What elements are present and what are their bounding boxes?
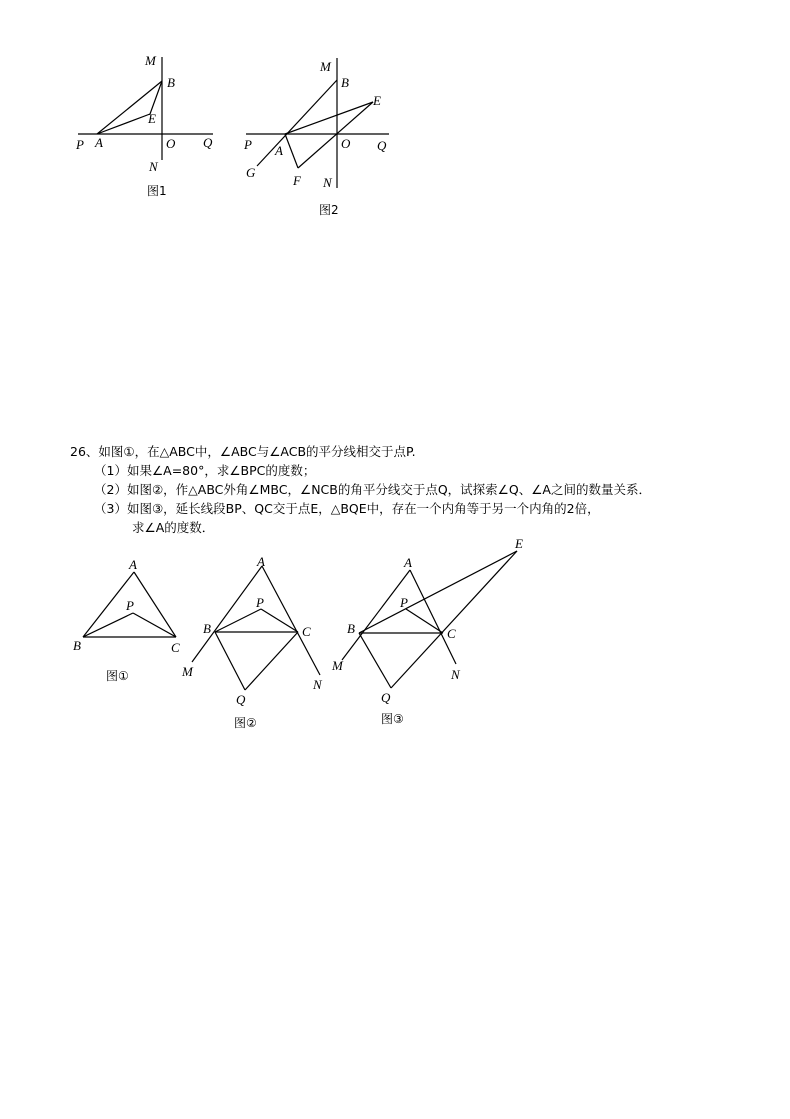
fig1-label-p: P — [76, 137, 84, 152]
figc-label-p: P — [400, 595, 408, 610]
fig2-label-e: E — [373, 93, 381, 108]
figa-label-a: A — [129, 557, 137, 572]
figb-line-an — [262, 566, 320, 675]
fig1-label-n: N — [149, 159, 158, 174]
figc-segment-be — [359, 551, 517, 633]
figb-label-q: Q — [236, 692, 246, 707]
figc-label-c: C — [447, 626, 456, 641]
figb-segment-bq — [215, 632, 245, 690]
figc-caption: 图③ — [381, 712, 404, 726]
figure-circled-1 — [73, 557, 180, 683]
fig2-segment-fe — [298, 102, 373, 168]
figc-label-e: E — [515, 536, 523, 551]
figb-segment-cq — [245, 632, 298, 690]
problem-question-1: （1）如果∠A=80°，求∠BPC的度数； — [94, 463, 316, 478]
fig1-label-b: B — [167, 75, 175, 90]
figure-2 — [243, 58, 389, 217]
figb-label-c: C — [302, 624, 311, 639]
fig2-label-n: N — [323, 175, 332, 190]
figc-label-q: Q — [381, 690, 391, 705]
fig1-label-o: O — [166, 136, 176, 151]
figa-label-b: B — [73, 638, 81, 653]
figb-segment-cp — [261, 609, 298, 632]
figa-caption: 图① — [106, 669, 129, 683]
problem-intro: 26、如图①，在△ABC中，∠ABC与∠ACB的平分线相交于点P. — [70, 444, 416, 459]
problem-question-3: （3）如图③，延长线段BP、QC交于点E，△BQE中，存在一个内角等于另一个内角的2倍， — [94, 501, 600, 516]
figure-1 — [75, 53, 213, 198]
fig2-label-a: A — [275, 143, 283, 158]
fig1-segment-ae — [97, 114, 150, 134]
fig1-caption: 图1 — [147, 184, 167, 198]
fig1-label-a: A — [95, 135, 103, 150]
figc-segment-pc — [406, 609, 443, 633]
fig2-label-g: G — [246, 165, 256, 180]
figa-label-c: C — [171, 640, 180, 655]
figa-label-p: P — [126, 598, 134, 613]
figb-label-b: B — [203, 621, 211, 636]
fig1-label-q: Q — [203, 135, 213, 150]
problem-question-2: （2）如图②，作△ABC外角∠MBC，∠NCB的角平分线交于点Q，试探索∠Q、∠A之间的数量关系． — [94, 482, 651, 497]
figure-circled-2 — [181, 554, 323, 730]
fig2-segment-af — [285, 134, 298, 168]
figa-side-ac — [134, 572, 176, 637]
figb-label-m: M — [182, 664, 193, 679]
figc-label-a: A — [404, 555, 412, 570]
figc-label-m: M — [332, 658, 343, 673]
fig2-label-p: P — [244, 137, 252, 152]
fig2-label-q: Q — [377, 138, 387, 153]
fig2-label-m: M — [320, 59, 331, 74]
figb-label-p: P — [256, 595, 264, 610]
figb-label-a: A — [257, 554, 265, 569]
figc-segment-bq — [359, 633, 391, 688]
figure-circled-3 — [331, 536, 523, 726]
figa-segment-bp — [83, 613, 133, 637]
figc-line-an — [410, 570, 456, 664]
fig2-label-b: B — [341, 75, 349, 90]
fig2-ray-gb — [257, 80, 337, 166]
fig2-label-f: F — [293, 173, 301, 188]
figa-segment-cp — [133, 613, 176, 637]
fig1-label-e: E — [148, 111, 156, 126]
fig2-label-o: O — [341, 136, 351, 151]
problem-question-3-continued: 求∠A的度数． — [132, 520, 215, 535]
fig2-caption: 图2 — [319, 203, 339, 217]
figc-label-b: B — [347, 621, 355, 636]
fig1-label-m: M — [145, 53, 156, 68]
figc-label-n: N — [451, 667, 460, 682]
figb-label-n: N — [313, 677, 322, 692]
figc-line-am — [342, 570, 410, 660]
figb-caption: 图② — [234, 716, 257, 730]
fig2-segment-ae — [285, 102, 373, 134]
problem-26 — [70, 442, 750, 537]
